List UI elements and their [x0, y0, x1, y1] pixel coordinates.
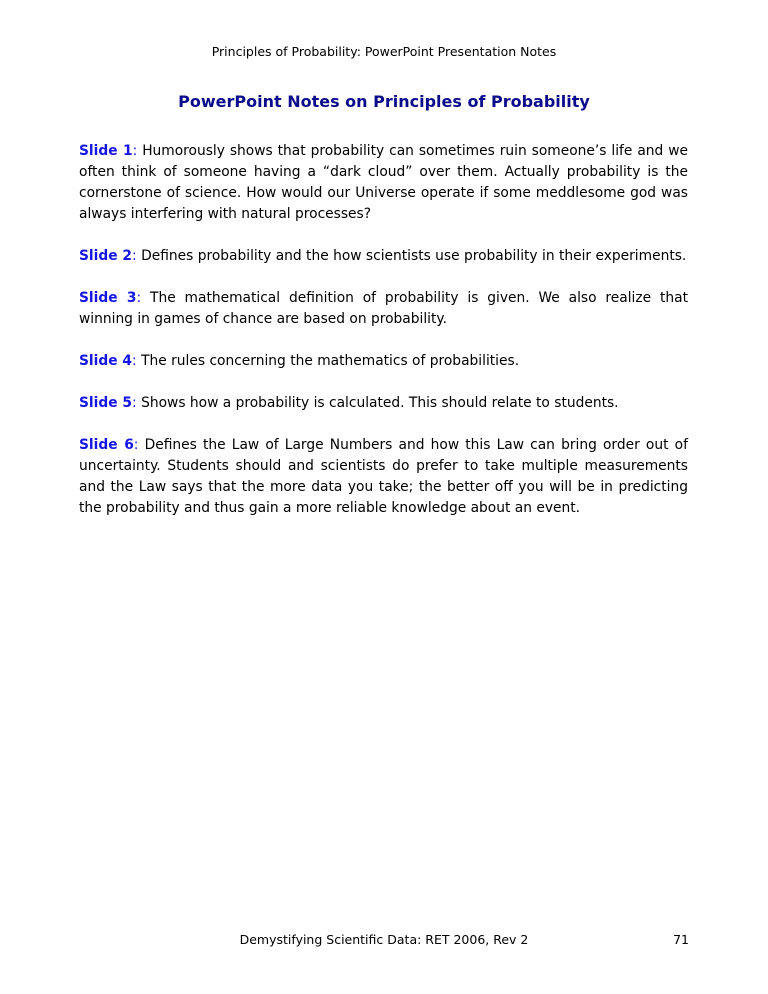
page-number: 71	[673, 932, 689, 947]
slide-label: Slide 2	[79, 248, 133, 264]
slide-label-colon: :	[132, 353, 142, 369]
slide-note-3	[79, 288, 688, 330]
slide-label-colon: :	[132, 395, 142, 411]
slide-label: Slide 3	[79, 290, 137, 306]
slide-note-1	[79, 141, 688, 225]
footer-source: Demystifying Scientific Data: RET 2006, Rev 2	[239, 932, 529, 947]
slide-note-2	[79, 246, 688, 267]
slide-label: Slide 4	[79, 353, 133, 369]
slide-note-text: Defines probability and the how scientists use probability in their experiments.	[141, 248, 687, 264]
slide-label-colon: :	[132, 248, 142, 264]
slide-notes-list	[79, 141, 688, 540]
slide-note-5	[79, 393, 688, 414]
slide-note-text: Shows how a probability is calculated. This should relate to students.	[141, 395, 619, 411]
slide-label: Slide 1	[79, 143, 133, 159]
slide-label-colon: :	[133, 437, 145, 453]
slide-label: Slide 5	[79, 395, 133, 411]
slide-note-text: The mathematical definition of probability is given. We also realize that winning in games of chance are based on probability.	[79, 290, 688, 327]
page-title: PowerPoint Notes on Principles of Probability	[178, 92, 590, 111]
slide-label: Slide 6	[79, 437, 134, 453]
slide-note-text: Humorously shows that probability can sometimes ruin someone’s life and we often think of someone having a “dark cloud” over them. Actually probability is the cornerstone of science. How would our Universe operate if some meddlesome god was always interfering with natural processes?	[79, 143, 688, 222]
slide-label-colon: :	[136, 290, 151, 306]
slide-note-text: The rules concerning the mathematics of probabilities.	[141, 353, 520, 369]
slide-label-colon: :	[132, 143, 143, 159]
slide-note-text: Defines the Law of Large Numbers and how this Law can bring order out of uncertainty. Students should and scientists do prefer to take multiple measurements and the Law says that the more data you take; the better off you will be in predicting the probability and thus gain a more reliable knowledge about an event.	[79, 437, 688, 516]
slide-note-6	[79, 435, 688, 519]
running-header: Principles of Probability: PowerPoint Presentation Notes	[211, 44, 557, 59]
slide-note-4	[79, 351, 688, 372]
